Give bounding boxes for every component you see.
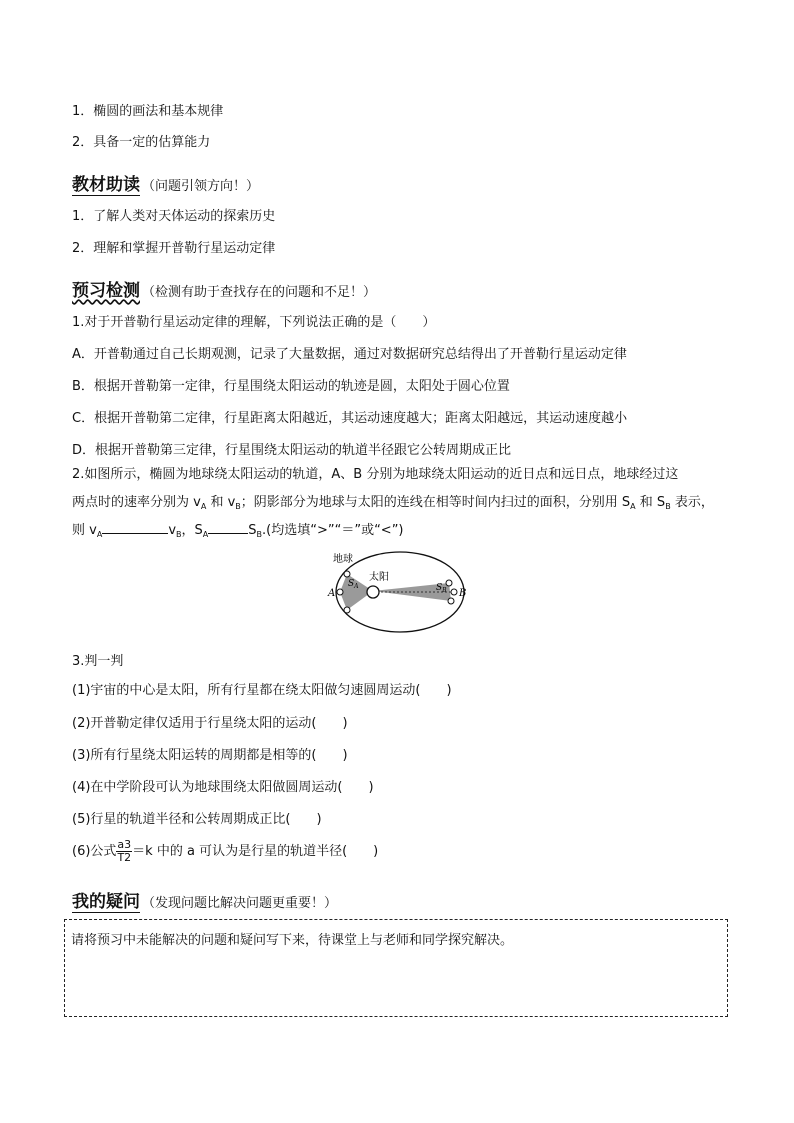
q1-option-b: B．根据开普勒第一定律，行星围绕太阳运动的轨迹是圆，太阳处于圆心位置 (72, 379, 510, 394)
sun-label: 太阳 (369, 572, 389, 583)
q1-option-a: A．开普勒通过自己长期观测，记录了大量数据，通过对数据研究总结得出了开普勒行星运动定律 (72, 347, 627, 362)
area-b-label: $S_B$ (436, 583, 447, 594)
earth-circle (337, 589, 343, 595)
earth-circle (448, 598, 454, 604)
q2-line1: 2.如图所示，椭圆为地球绕太阳运动的轨道，A、B 分别为地球绕太阳运动的近日点和远日点，地球经过这 (72, 467, 679, 482)
preview-note: （检测有助于查找存在的问题和不足！） (142, 285, 377, 300)
q1-stem: 1.对于开普勒行星运动定律的理解，下列说法正确的是（ ） (72, 315, 436, 330)
q3-stem: 3.判一判 (72, 654, 124, 669)
earth-circle (446, 580, 452, 586)
guide-title: 教材助读 (72, 175, 140, 195)
q3-item: (5)行星的轨道半径和公转周期成正比( ) (72, 812, 322, 827)
goal-item: 1．椭圆的画法和基本规律 (72, 104, 224, 119)
doubts-heading (72, 887, 337, 912)
preview-title: 预习检测 (72, 281, 140, 301)
doubts-textarea[interactable] (64, 919, 728, 1017)
guide-heading (72, 170, 259, 195)
earth-circle (344, 571, 350, 577)
goal-item: 2．具备一定的估算能力 (72, 135, 211, 150)
q3-item: (2)开普勒定律仅适用于行星绕太阳的运动( ) (72, 716, 348, 731)
answer-blank-v[interactable] (102, 521, 168, 534)
earth-circle (344, 607, 350, 613)
doubts-prompt: 请将预习中未能解决的问题和疑问写下来，待课堂上与老师和同学探究解决。 (71, 933, 514, 948)
doubts-title: 我的疑问 (72, 892, 140, 912)
q3-item: (4)在中学阶段可认为地球围绕太阳做圆周运动( ) (72, 780, 374, 795)
q1-option-d: D．根据开普勒第三定律，行星围绕太阳运动的轨道半径跟它公转周期成正比 (72, 443, 512, 458)
q3-item-6: (6)公式 $\frac{a3}{T2}$ ＝k 中的 a 可认为是行星的轨道半径( ) (72, 838, 379, 864)
guide-note: （问题引领方向！） (142, 179, 260, 194)
orbit-diagram (325, 548, 475, 644)
guide-item: 1．了解人类对天体运动的探索历史 (72, 209, 276, 224)
q3-item: (1)宇宙的中心是太阳，所有行星都在绕太阳做匀速圆周运动( ) (72, 683, 452, 698)
point-b-label: B (459, 588, 467, 599)
guide-item: 2．理解和掌握开普勒行星运动定律 (72, 241, 276, 256)
kepler-fraction: $\frac{a3}{T2}$ (117, 838, 132, 864)
q2-line2: 两点时的速率分别为 $v_A$ 和 $v_B$；阴影部分为地球与太阳的连线在相等时间内扫过的面积，分别用 $S_A$ 和 $S_B$ 表示， (72, 495, 714, 511)
sun-circle (367, 586, 379, 598)
doubts-note: （发现问题比解决问题更重要！） (142, 896, 338, 911)
point-a-label: A (328, 588, 336, 599)
q1-option-c: C．根据开普勒第二定律，行星距离太阳越近，其运动速度越大；距离太阳越远，其运动速度越小 (72, 411, 628, 426)
area-a-label: $S_A$ (348, 579, 359, 590)
earth-circle (451, 589, 457, 595)
q3-item: (3)所有行星绕太阳运转的周期都是相等的( ) (72, 748, 348, 763)
answer-blank-s[interactable] (208, 521, 248, 534)
q2-line3: 则 $v_A$ $v_B$，$S_A$ $S_B$.(均选填“>”“＝”或“<”) (72, 523, 404, 539)
earth-label: 地球 (333, 554, 353, 565)
preview-heading (72, 276, 376, 301)
